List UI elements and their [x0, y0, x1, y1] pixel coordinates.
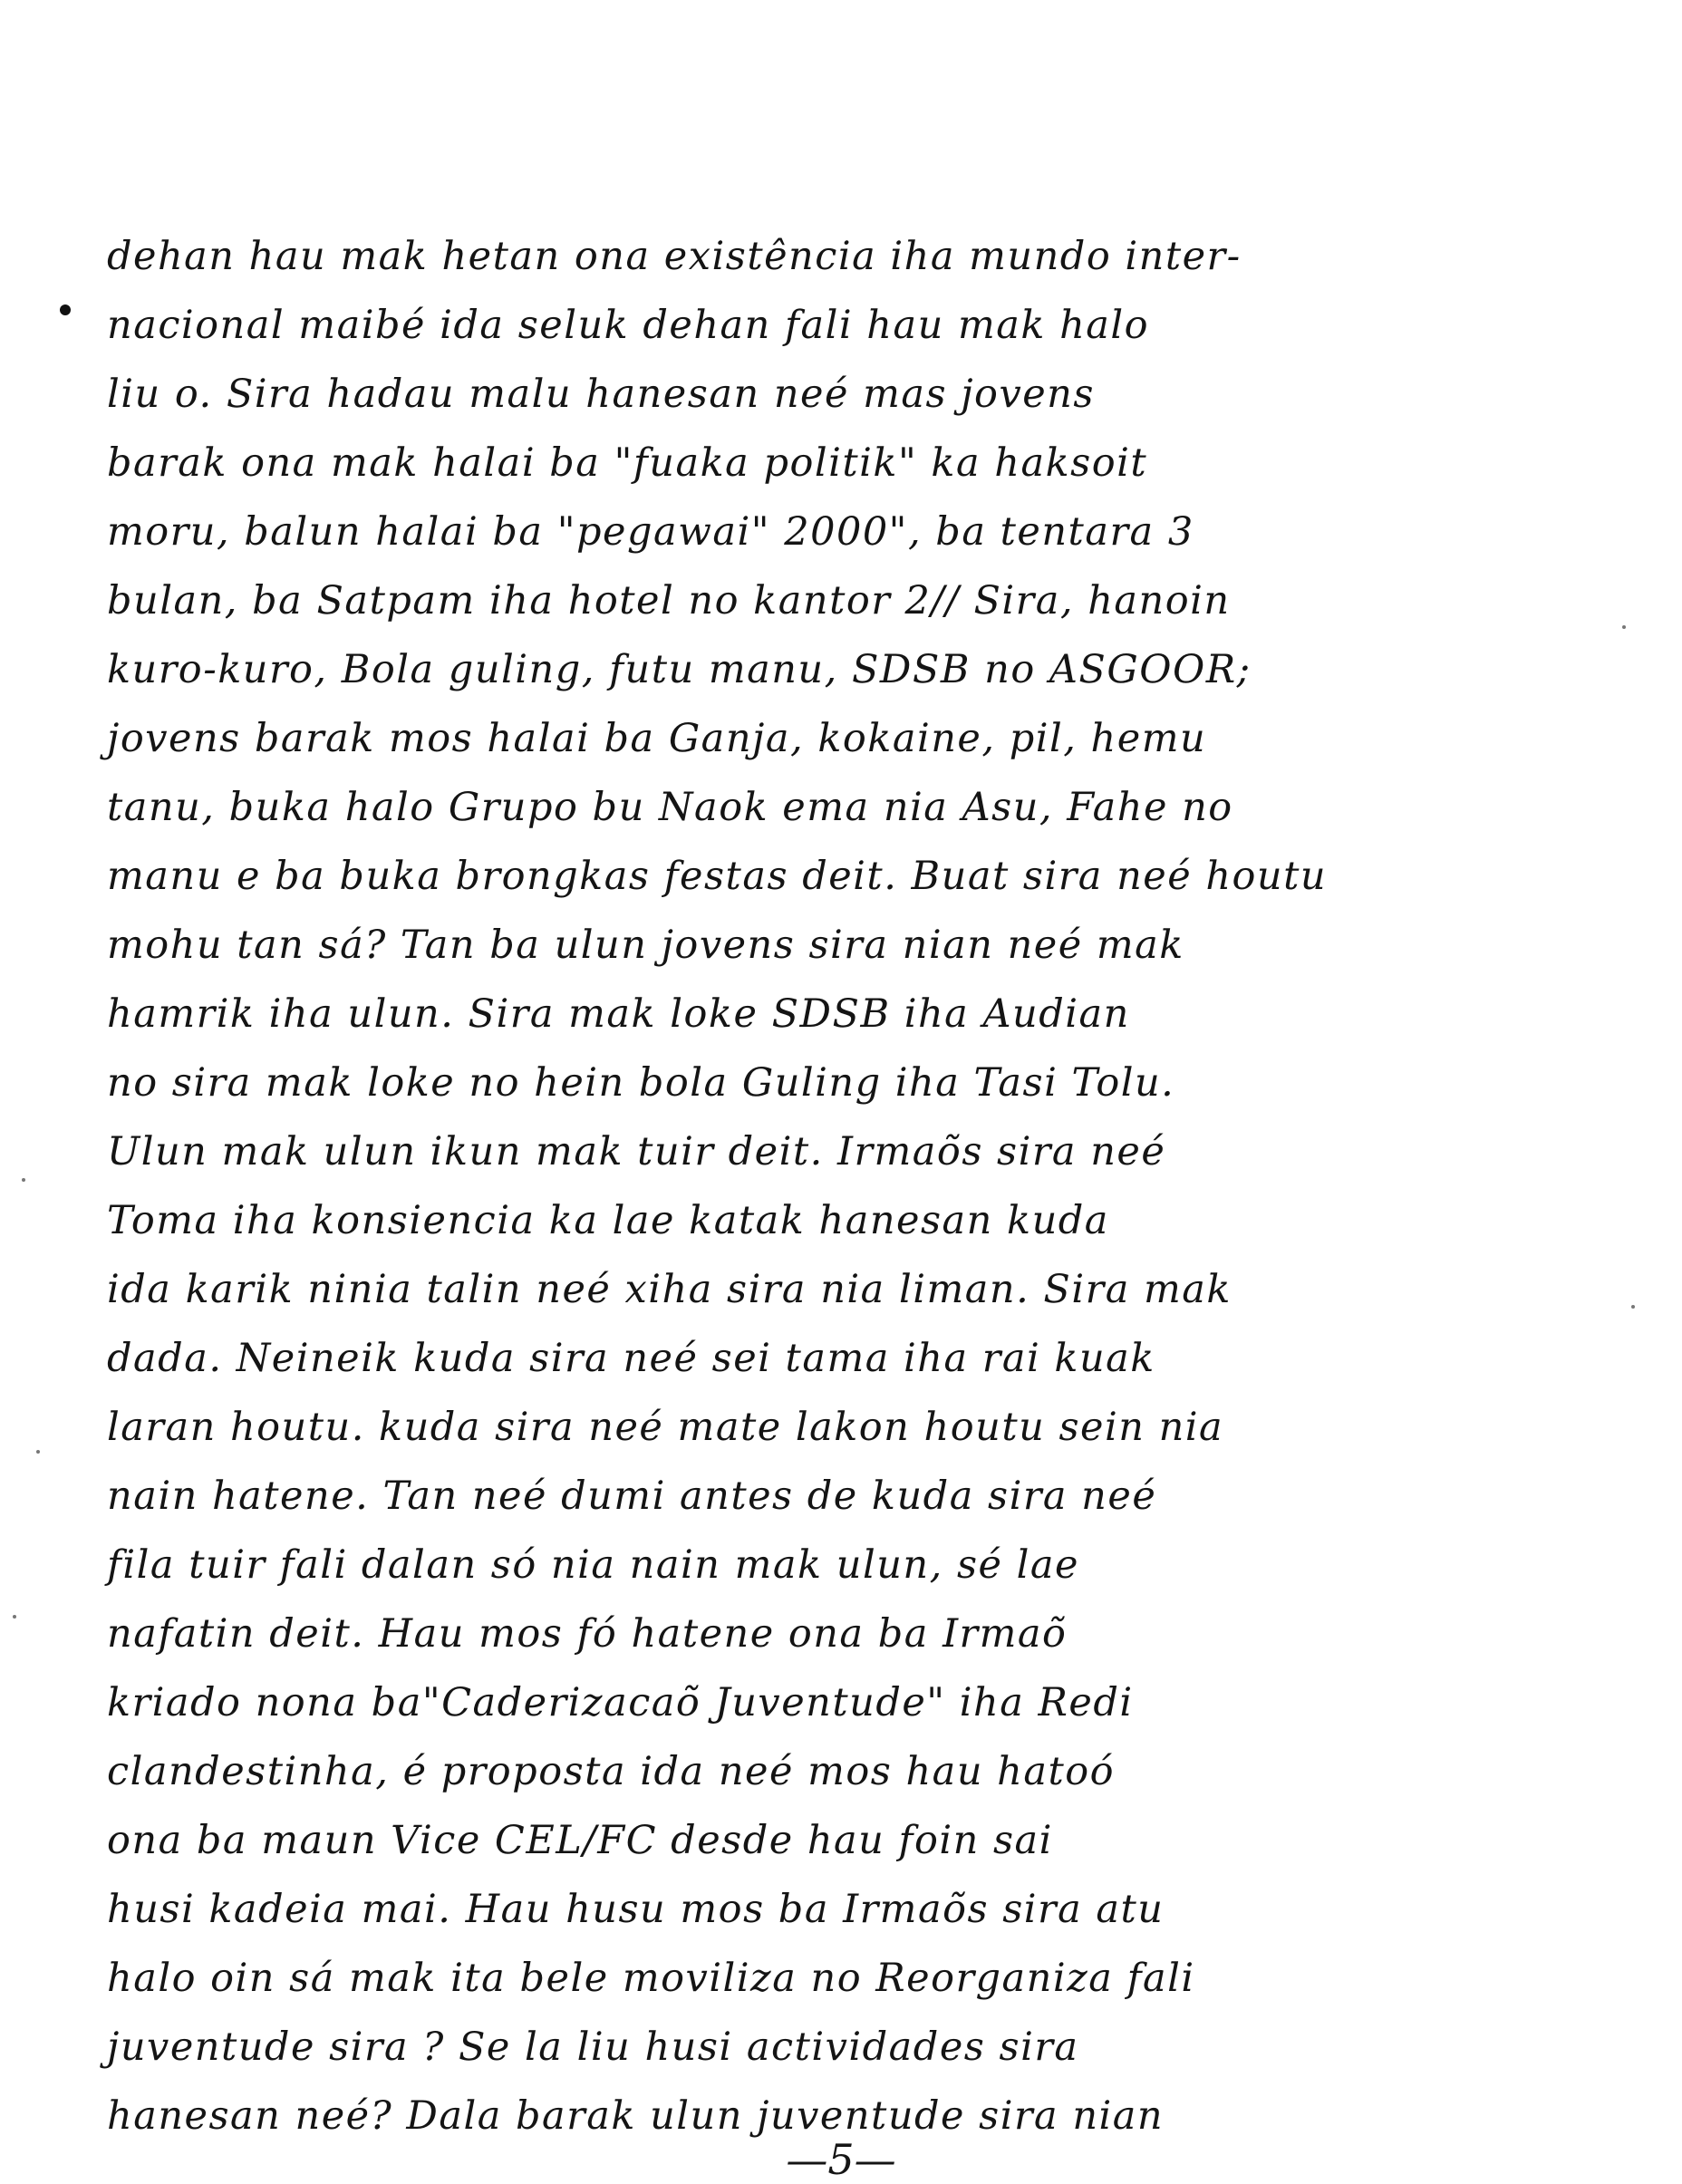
- scan-speck: [13, 1615, 16, 1619]
- text-line-15: Toma iha konsiencia ka lae katak hanesan kuda: [107, 1198, 1109, 1243]
- text-line-19: nain hatene. Tan neé dumi antes de kuda sira neé: [107, 1474, 1157, 1519]
- text-line-4: barak ona mak halai ba "fuaka politik" ka haksoit: [107, 440, 1148, 486]
- text-line-18: laran houtu. kuda sira neé mate lakon houtu sein nia: [107, 1405, 1224, 1450]
- text-line-22: kriado nona ba"Caderizacaõ Juventude" iha Redi: [107, 1680, 1134, 1725]
- text-line-3: liu o. Sira hadau malu hanesan neé mas jovens: [107, 372, 1095, 417]
- text-line-26: halo oin sá mak ita bele moviliza no Reorganiza fali: [107, 1956, 1195, 2001]
- text-line-13: no sira mak loke no hein bola Guling iha Tasi Tolu.: [107, 1060, 1175, 1106]
- text-line-21: nafatin deit. Hau mos fó hatene ona ba Irmaõ: [107, 1611, 1068, 1657]
- scan-speck: [22, 1178, 25, 1182]
- text-line-5: moru, balun halai ba "pegawai" 2000", ba tentara 3: [107, 509, 1194, 555]
- text-line-17: dada. Neineik kuda sira neé sei tama iha rai kuak: [107, 1336, 1155, 1381]
- text-line-1: dehan hau mak hetan ona existência iha mundo inter-: [107, 234, 1242, 279]
- text-line-8: jovens barak mos halai ba Ganja, kokaine, pil, hemu: [107, 716, 1207, 761]
- text-line-16: ida karik ninia talin neé xiha sira nia liman. Sira mak: [107, 1267, 1232, 1312]
- scan-speck: [1631, 1305, 1635, 1309]
- text-line-12: hamrik iha ulun. Sira mak loke SDSB iha Audian: [107, 991, 1130, 1037]
- text-line-24: ona ba maun Vice CEL/FC desde hau foin sai: [107, 1818, 1053, 1863]
- text-line-14: Ulun mak ulun ikun mak tuir deit. Irmaõs sira neé: [107, 1129, 1166, 1174]
- text-line-6: bulan, ba Satpam iha hotel no kantor 2// Sira, hanoin: [107, 578, 1231, 623]
- text-line-28: hanesan neé? Dala barak ulun juventude sira nian: [107, 2093, 1165, 2139]
- text-line-10: manu e ba buka brongkas festas deit. Buat sira neé houtu: [107, 854, 1328, 899]
- text-line-2: nacional maibé ida seluk dehan fali hau mak halo: [107, 303, 1150, 348]
- text-line-7: kuro-kuro, Bola guling, futu manu, SDSB no ASGOOR;: [107, 647, 1252, 692]
- margin-dot: [60, 304, 71, 315]
- text-line-25: husi kadeia mai. Hau husu mos ba Irmaõs sira atu: [107, 1887, 1165, 1932]
- text-line-20: fila tuir fali dalan só nia nain mak ulun, sé lae: [107, 1542, 1079, 1588]
- text-line-23: clandestinha, é proposta ida neé mos hau hatoó: [107, 1749, 1116, 1794]
- text-line-11: mohu tan sá? Tan ba ulun jovens sira nian neé mak: [107, 923, 1184, 968]
- scan-speck: [36, 1450, 40, 1454]
- text-line-9: tanu, buka halo Grupo bu Naok ema nia Asu, Fahe no: [107, 785, 1233, 830]
- text-line-27: juventude sira ? Se la liu husi actividades sira: [107, 2025, 1079, 2070]
- page-number: —5—: [786, 2135, 896, 2184]
- scan-speck: [1622, 625, 1626, 629]
